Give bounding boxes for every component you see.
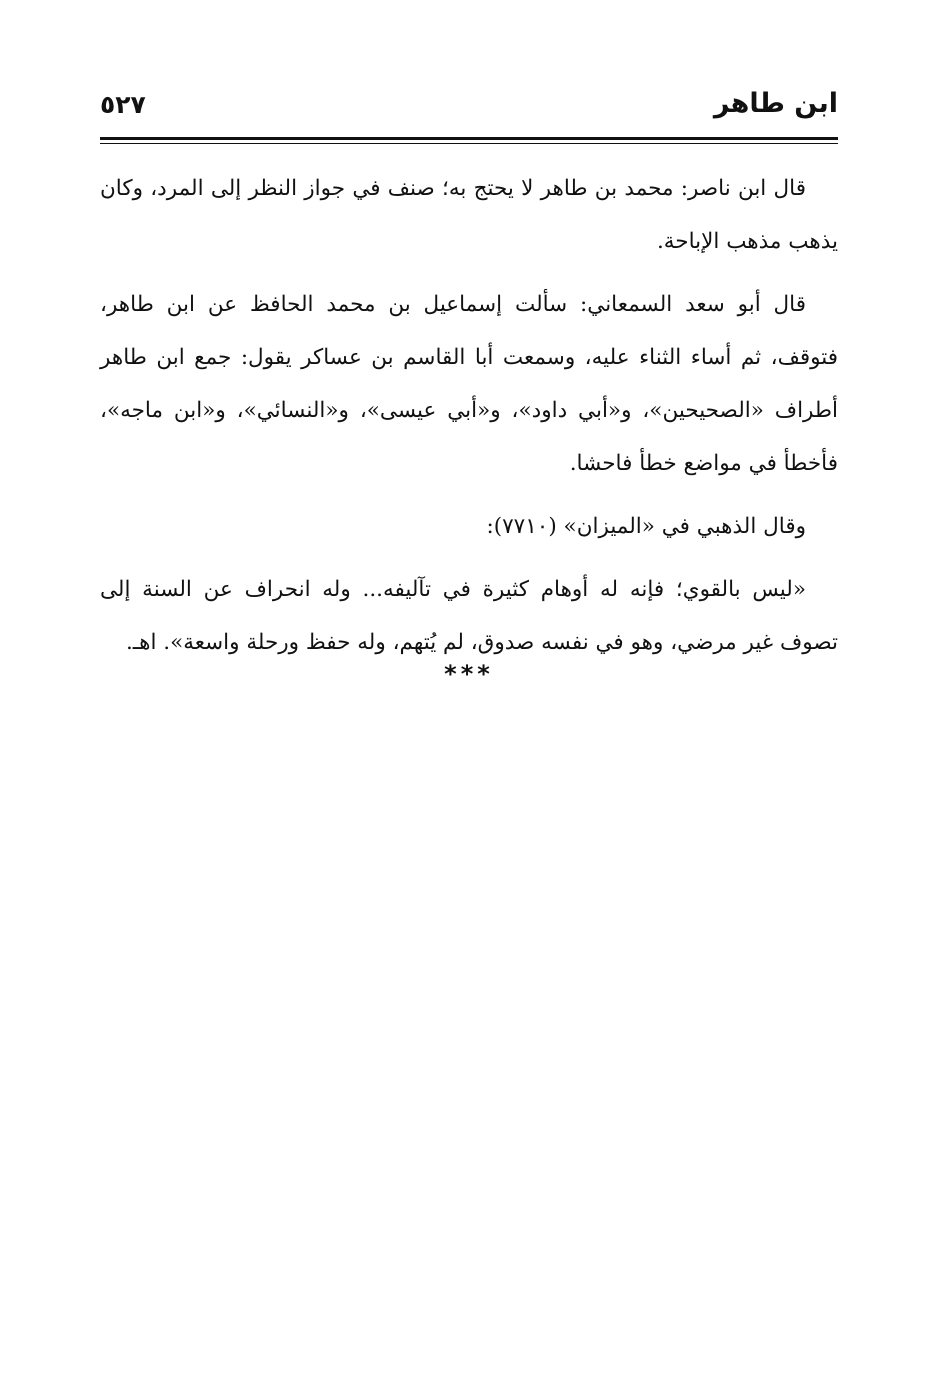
header-rule-thick: [100, 137, 838, 140]
header-rule-thin: [100, 143, 838, 144]
page-header: [100, 86, 838, 130]
body-text: [100, 162, 838, 679]
paragraph-dhahabi-quote: «ليس بالقوي؛ فإنه له أوهام كثيرة في تآليفه... وله انحراف عن السنة إلى تصوف غير مرضي، وهو في نفسه صدوق، لم يُتهم، وله حفظ ورحلة واسعة». اهـ.: [100, 577, 838, 655]
section-divider: ***: [444, 660, 494, 688]
running-title: ابن طاهر: [713, 88, 838, 119]
paragraph-samani: قال أبو سعد السمعاني: سألت إسماعيل بن محمد الحافظ عن ابن طاهر، فتوقف، ثم أساء الثناء عليه، وسمعت أبا القاسم بن عساكر يقول: جمع ابن طاهر أطراف «الصحيحين»، و«أبي داود»، و«أبي عيسى»، و«النسائي»، و«ابن ماجه»، فأخطأ في مواضع خطأ فاحشا.: [100, 292, 838, 476]
paragraph-ibn-nasir: قال ابن ناصر: محمد بن طاهر لا يحتج به؛ صنف في جواز النظر إلى المرد، وكان يذهب مذهب الإباحة.: [100, 176, 838, 254]
paragraph-dhahabi-intro: وقال الذهبي في «الميزان» (٧٧١٠):: [486, 514, 806, 539]
page-number: ٥٢٧: [100, 90, 146, 119]
